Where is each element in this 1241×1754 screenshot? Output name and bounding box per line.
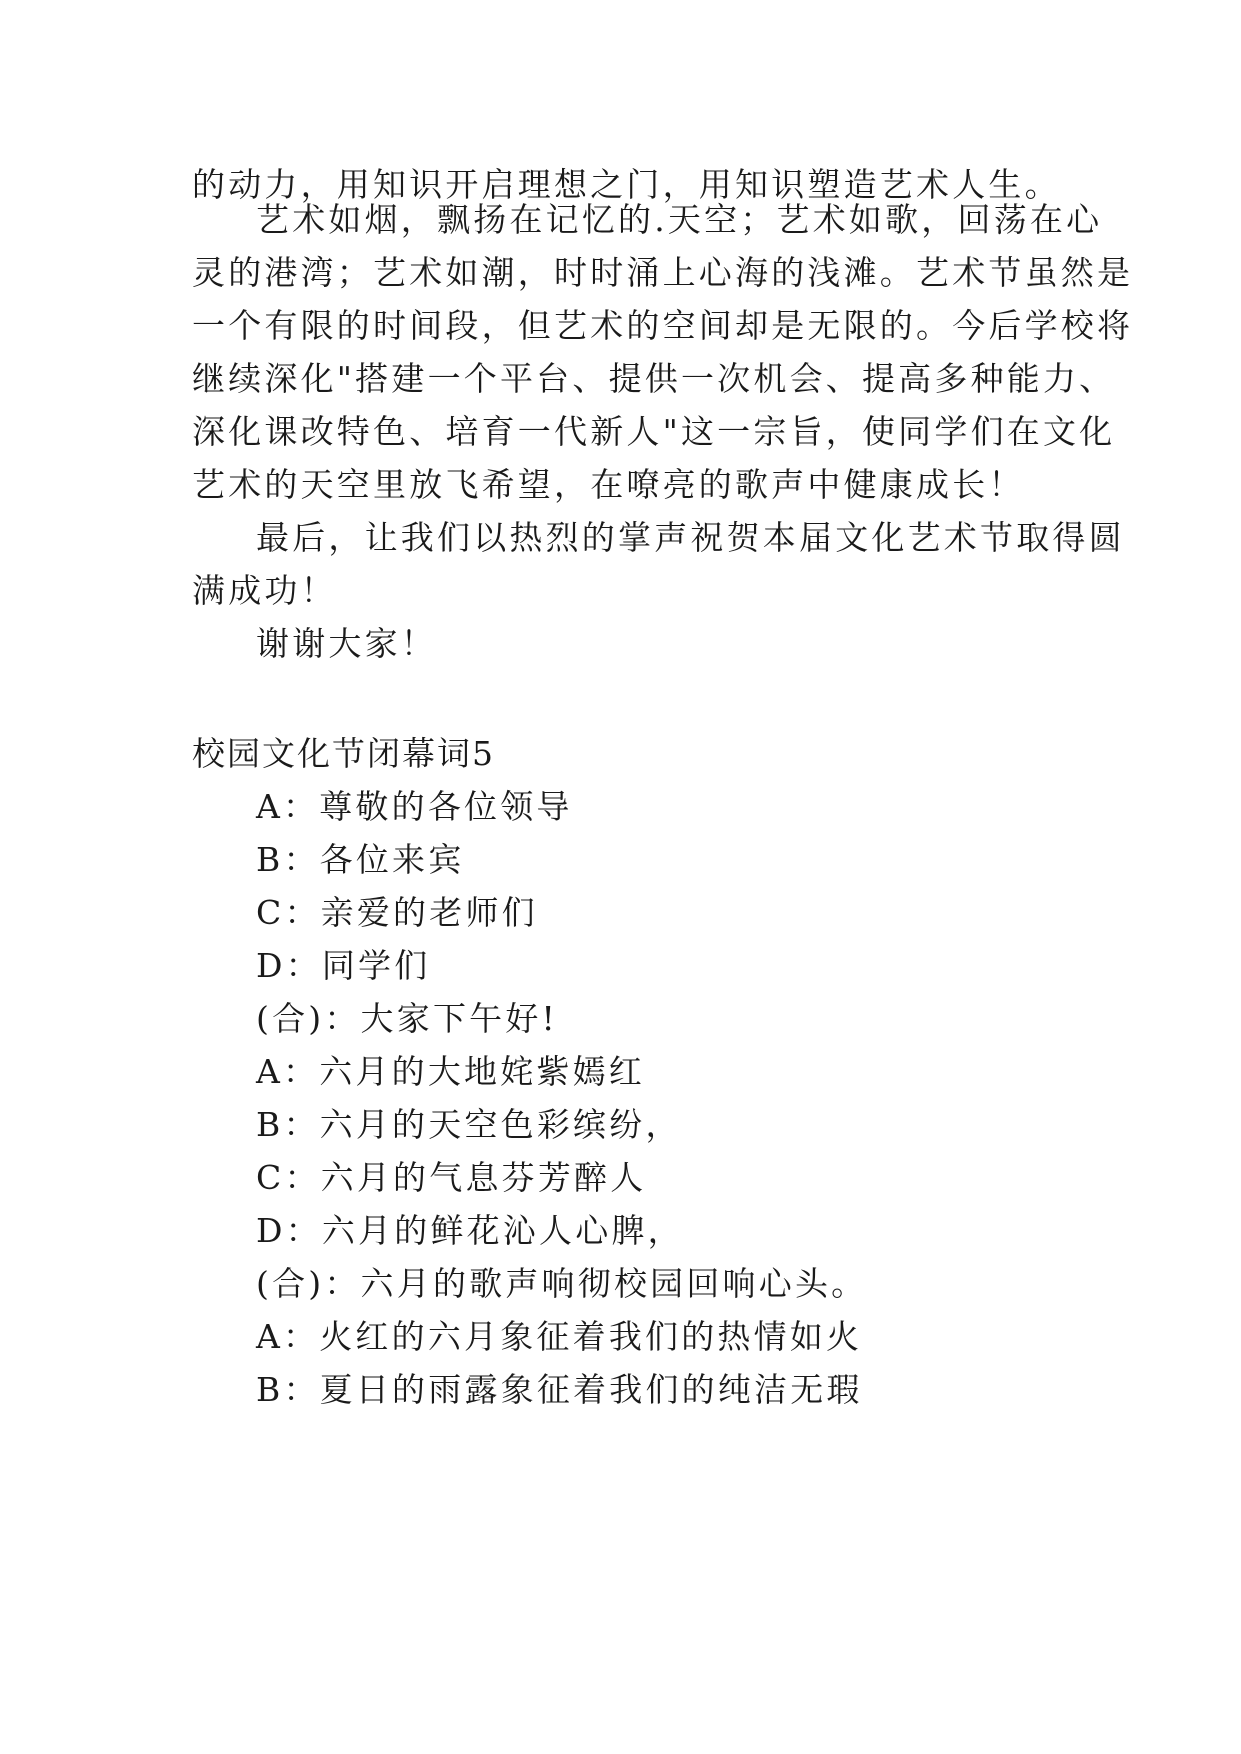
paragraph-line: 继续深化"搭建一个平台、提供一次机会、提高多种能力、	[192, 359, 1116, 398]
paragraph-line: 艺术如烟，飘扬在记忆的.天空；艺术如歌，回荡在心	[256, 200, 1103, 239]
dialogue-line: A：尊敬的各位领导	[256, 787, 573, 826]
paragraph-line: 满成功！	[192, 571, 337, 610]
paragraph-line: 灵的港湾；艺术如潮，时时涌上心海的浅滩。艺术节虽然是	[192, 253, 1134, 292]
paragraph-line: 深化课改特色、培育一代新人"这一宗旨，使同学们在文化	[192, 412, 1116, 451]
dialogue-line: D：六月的鲜花沁人心脾，	[256, 1211, 684, 1250]
paragraph-line: 谢谢大家！	[256, 624, 437, 663]
dialogue-line: B：六月的天空色彩缤纷，	[256, 1105, 682, 1144]
dialogue-line: A：火红的六月象征着我们的热情如火	[256, 1317, 863, 1356]
dialogue-line: C：亲爱的老师们	[256, 893, 538, 932]
dialogue-line: A：六月的大地姹紫嫣红	[256, 1052, 646, 1091]
dialogue-line: B：各位来宾	[256, 840, 465, 879]
dialogue-line: C：六月的气息芬芳醉人	[256, 1158, 647, 1197]
paragraph-line: 一个有限的时间段，但艺术的空间却是无限的。今后学校将	[192, 306, 1134, 345]
dialogue-line: D：同学们	[256, 946, 431, 985]
dialogue-line: (合)：六月的歌声响彻校园回响心头。	[256, 1264, 868, 1303]
paragraph-line: 最后，让我们以热烈的掌声祝贺本届文化艺术节取得圆	[256, 518, 1125, 557]
section-title: 校园文化节闭幕词5	[192, 734, 495, 773]
paragraph-line: 艺术的天空里放飞希望，在嘹亮的歌声中健康成长！	[192, 465, 1025, 504]
dialogue-line: (合)：大家下午好!	[256, 999, 559, 1038]
dialogue-line: B：夏日的雨露象征着我们的纯洁无瑕	[256, 1370, 863, 1409]
paragraph-line: 的动力，用知识开启理想之门，用知识塑造艺术人生。	[192, 165, 1061, 204]
